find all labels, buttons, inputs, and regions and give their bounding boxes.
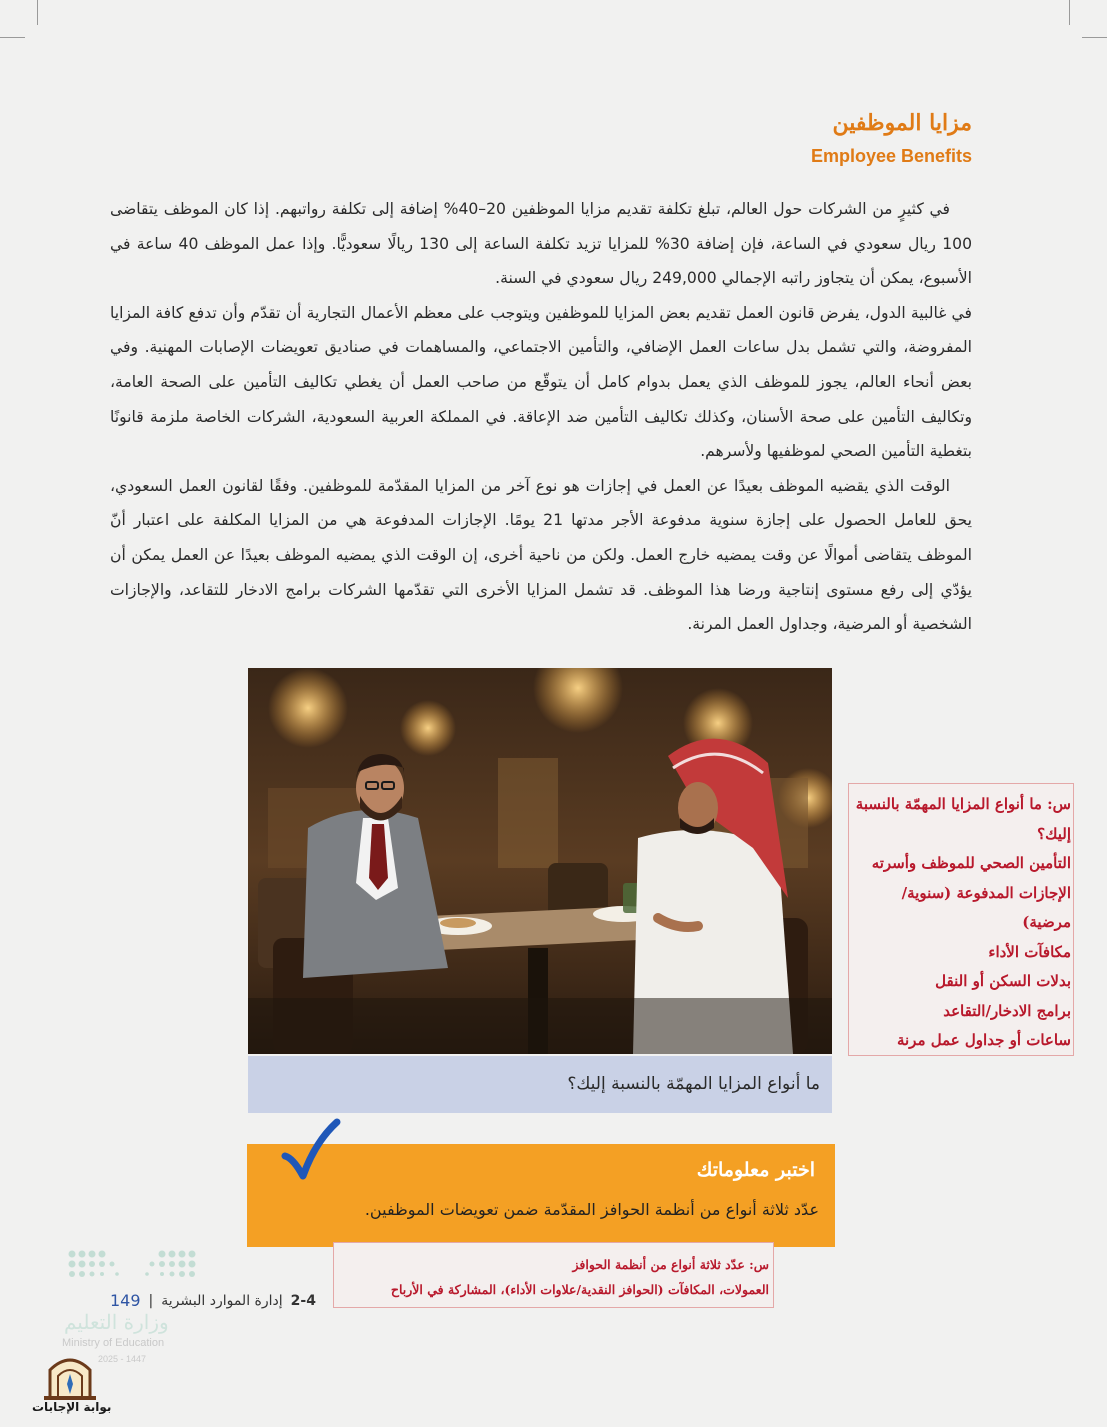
note-line: العمولات، المكافآت (الحوافز النقدية/علاوات الأداء)، المشاركة في الأرباح <box>390 1282 769 1297</box>
note-line: س: عدّد ثلاثة أنواع من أنظمة الحوافز <box>572 1257 769 1272</box>
figure-caption: ما أنواع المزايا المهمّة بالنسبة إليك؟ <box>248 1056 832 1113</box>
note-line: س: ما أنواع المزايا المهمّة بالنسبة <box>855 795 1071 813</box>
note-line: مكافآت الأداء <box>988 942 1071 961</box>
note-line: إليك؟ <box>1037 824 1071 843</box>
ministry-name-english: Ministry of Education <box>62 1337 165 1349</box>
answer-note-incentives <box>333 1242 774 1308</box>
note-line: بدلات السكن أو النقل <box>935 972 1071 990</box>
note-line: الإجازات المدفوعة (سنوية/ <box>901 883 1071 902</box>
section-title-arabic: مزايا الموظفين <box>832 110 972 136</box>
book-title: إدارة الموارد البشرية <box>161 1292 283 1309</box>
note-line: التأمين الصحي للموظف وأسرته <box>871 854 1071 872</box>
footer-separator: | <box>148 1292 154 1309</box>
ministry-name-arabic: وزارة التعليم <box>64 1310 169 1334</box>
paragraph-1: في كثيرٍ من الشركات حول العالم، تبلغ تكلفة تقديم مزايا الموظفين 20–40% إضافة إلى تكلفة رواتبهم. إذا كان الموظف يتقاضى 100 ريال سعودي في الساعة، فإن إضافة 30% للمزايا تزيد تكلفة الساعة إلى 130 ريالًا سعوديًّا. وإذا عمل الموظف 40 ساعة في الأسبوع، يمكن أن يتجاوز راتبه الإجمالي 249,000 ريال سعودي في السنة. <box>110 200 972 288</box>
crop-mark <box>1082 37 1107 38</box>
page-footer <box>110 1291 316 1310</box>
quiz-title: اختبر معلوماتك <box>696 1159 815 1181</box>
crop-mark <box>0 37 25 38</box>
note-line: برامج الادخار/التقاعد <box>943 1001 1071 1020</box>
portal-name: بوابة الإجابات <box>32 1400 112 1414</box>
note-line: مرضية) <box>1022 913 1071 931</box>
answer-note-benefits <box>848 783 1074 1056</box>
ministry-year: 2025 - 1447 <box>98 1354 147 1364</box>
body-text <box>110 192 972 642</box>
chapter-number: 2-4 <box>290 1292 316 1309</box>
section-title-english: Employee Benefits <box>810 146 972 166</box>
paragraph-3: الوقت الذي يقضيه الموظف بعيدًا عن العمل في إجازات هو نوع آخر من المزايا المقدّمة للموظفين. وفقًا لقانون العمل السعودي، يحق للعامل الحصول على إجازة سنوية مدفوعة الأجر مدتها 21 يومًا. الإجازات المدفوعة هي من المزايا المكلفة على اعتبار أنّ الموظف يتقاضى أموالًا عن وقت يمضيه خارج العمل. ولكن من ناحية أخرى، إن الوقت الذي يمضيه الموظف بعيدًا عن العمل يمكن أن يؤدّي إلى رفع مستوى إنتاجية ورضا هذا الموظف. قد تشمل المزايا الأخرى التي تقدّمها الشركات برامج الادخار للتقاعد، والإجازات الشخصية أو المرضية، وجداول العمل المرنة. <box>110 476 972 634</box>
crop-mark <box>1069 0 1070 25</box>
crop-mark <box>37 0 38 25</box>
restaurant-photo <box>248 668 832 1054</box>
quiz-box <box>247 1144 835 1247</box>
quiz-question: عدّد ثلاثة أنواع من أنظمة الحوافز المقدّمة ضمن تعويضات الموظفين. <box>364 1200 819 1219</box>
paragraph-2: في غالبية الدول، يفرض قانون العمل تقديم بعض المزايا للموظفين ويتوجب على معظم الأعمال التجارية أن تقدّم وأن تدفع كافة المزايا المفروضة، والتي تشمل بدل ساعات العمل الإضافي، والتأمين الاجتماعي، والمساهمات في صناديق تعويضات الإصابات المهنية. وفي بعض أنحاء العالم، يجوز للموظف الذي يعمل بدوام كامل أن يتوقّع من صاحب العمل أن يغطي تكاليف التأمين على الصحة العامة، وتكاليف التأمين على صحة الأسنان، وكذلك تكاليف التأمين ضد الإعاقة. في المملكة العربية السعودية، الشركات الخاصة ملزمة قانونًا بتغطية التأمين الصحي لموظفيها ولأسرهم. <box>110 303 972 461</box>
page-number: 149 <box>110 1291 141 1310</box>
note-line: ساعات أو جداول عمل مرنة <box>896 1031 1071 1049</box>
photo-illustration <box>248 668 832 1054</box>
checkmark-icon <box>281 1118 341 1182</box>
